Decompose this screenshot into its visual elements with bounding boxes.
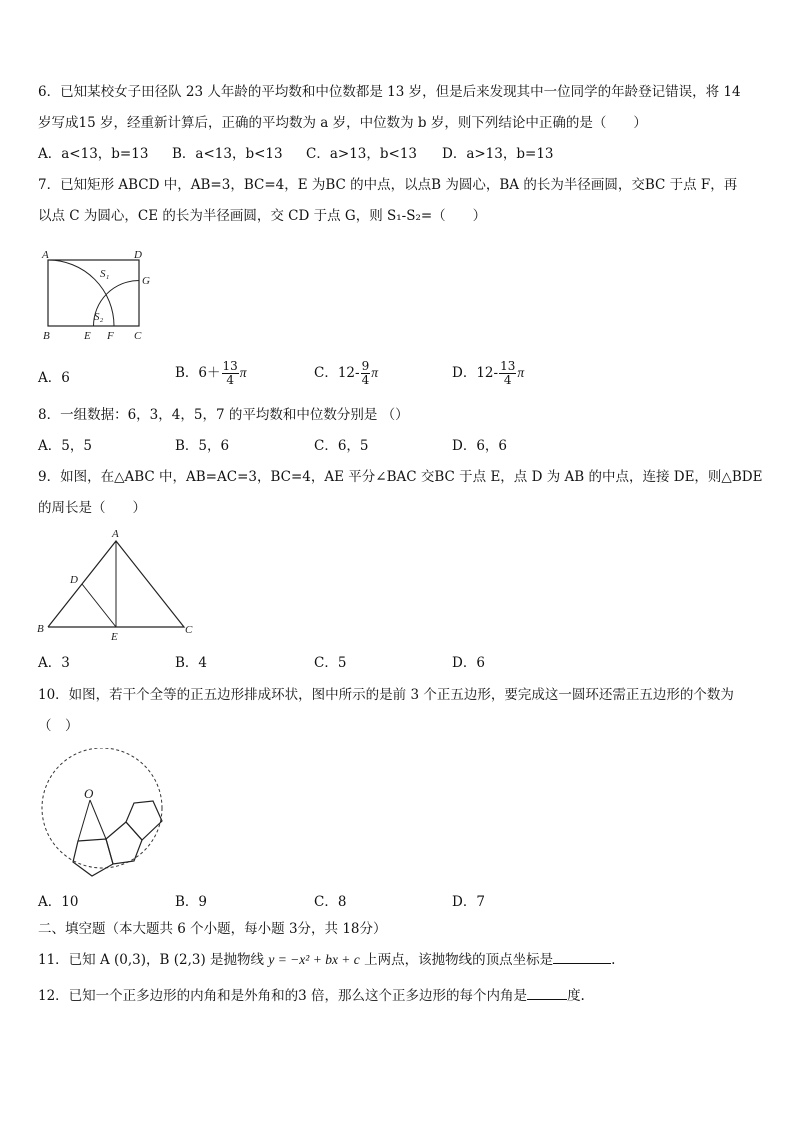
q6-option-b: B．a<13，b<13 [172, 146, 283, 162]
label-a: A [42, 249, 49, 261]
label-d: D [134, 249, 142, 261]
q9-line1: 9．如图，在△ABC 中，AB=AC=3，BC=4，AE 平分∠BAC 交BC 于点 E，点 D 为 AB 的中点，连接 DE，则△BDE [38, 469, 763, 485]
radius-line-2 [90, 800, 106, 839]
q8-line1: 8．一组数据：6，3，4，5，7 的平均数和中位数分别是 （） [38, 407, 409, 423]
label-b: B [43, 330, 50, 342]
q9-triangle-figure [34, 525, 204, 645]
pentagon-2 [106, 822, 142, 864]
label-e: E [84, 330, 91, 342]
q9-option-b: B．4 [175, 655, 208, 671]
q10-option-c: C．8 [314, 894, 347, 910]
label-a: A [112, 528, 119, 540]
label-c: C [185, 624, 193, 636]
dashed-ring [42, 748, 162, 868]
q6-option-d: D．a>13，b=13 [442, 146, 554, 162]
q6-option-a: A．a<13，b=13 [38, 146, 149, 162]
q6-line2: 岁写成15 岁，经重新计算后，正确的平均数为 a 岁，中位数为 b 岁，则下列结论中正确的是（ ） [38, 115, 647, 131]
q10-option-b: B．9 [175, 894, 208, 910]
label-b: B [37, 623, 44, 635]
q7-rectangle-figure [38, 244, 153, 344]
label-s2: S₂ [94, 311, 104, 323]
q7-option-c: C．12- $\frac{9}{4}$ π [314, 359, 378, 387]
q8-option-a: A．5，5 [38, 438, 92, 454]
q7-line2: 以点 C 为圆心，CE 的长为半径画圆，交 CD 于点 G，则 S₁-S₂=（ ） [38, 208, 487, 224]
label-g: G [142, 275, 150, 287]
q10-line2: （ ） [38, 718, 79, 734]
q7-option-b: B．6＋ $\frac{13}{4}$ π [175, 359, 247, 387]
label-o: O [84, 786, 94, 801]
q7-line1: 7．已知矩形 ABCD 中，AB=3，BC=4，E 为BC 的中点，以点B 为圆心，BA 的长为半径画圆，交BC 于点 F，再 [38, 177, 738, 193]
q11-line: 11．已知 A (0,3)，B (2,3) 是抛物线 y = −x² + bx + c 上两点，该抛物线的顶点坐标是 . [38, 952, 616, 968]
q8-option-c: C．6，5 [314, 438, 369, 454]
radius-line-1 [78, 800, 90, 841]
q7-option-a: A．6 [38, 370, 70, 386]
q6-option-c: C．a>13，b<13 [306, 146, 417, 162]
q8-option-d: D．6，6 [452, 438, 508, 454]
q11-answer-blank [553, 963, 611, 964]
q7-option-d: D．12- $\frac{13}{4}$ π [452, 359, 525, 387]
q10-option-a: A．10 [38, 894, 79, 910]
q10-pentagon-ring-figure [34, 748, 209, 883]
label-f: F [107, 330, 114, 342]
q10-line1: 10．如图，若干个全等的正五边形排成环状，图中所示的是前 3 个正五边形，要完成这一圆环还需正五边形的个数为 [38, 687, 734, 703]
label-e: E [111, 631, 118, 643]
label-s1: S₁ [100, 268, 110, 280]
q8-option-b: B．5，6 [175, 438, 230, 454]
q9-option-d: D．6 [452, 655, 485, 671]
pentagon-3 [126, 801, 162, 840]
q9-option-c: C．5 [314, 655, 347, 671]
q12-line: 12．已知一个正多边形的内角和是外角和的3 倍，那么这个正多边形的每个内角是 度. [38, 988, 585, 1004]
q9-option-a: A．3 [38, 655, 70, 671]
q10-option-d: D．7 [452, 894, 485, 910]
segment-de [82, 584, 116, 627]
label-d: D [70, 574, 78, 586]
q9-line2: 的周长是（ ） [38, 500, 146, 516]
q12-answer-blank [527, 999, 567, 1000]
q11-formula: y = −x² + bx + c [268, 952, 360, 967]
label-c: C [134, 330, 142, 342]
section-2-heading: 二、填空题（本大题共 6 个小题，每小题 3分，共 18分） [38, 921, 387, 937]
q6-line1: 6．已知某校女子田径队 23 人年龄的平均数和中位数都是 13 岁，但是后来发现其中一位同学的年龄登记错误，将 14 [38, 84, 741, 100]
